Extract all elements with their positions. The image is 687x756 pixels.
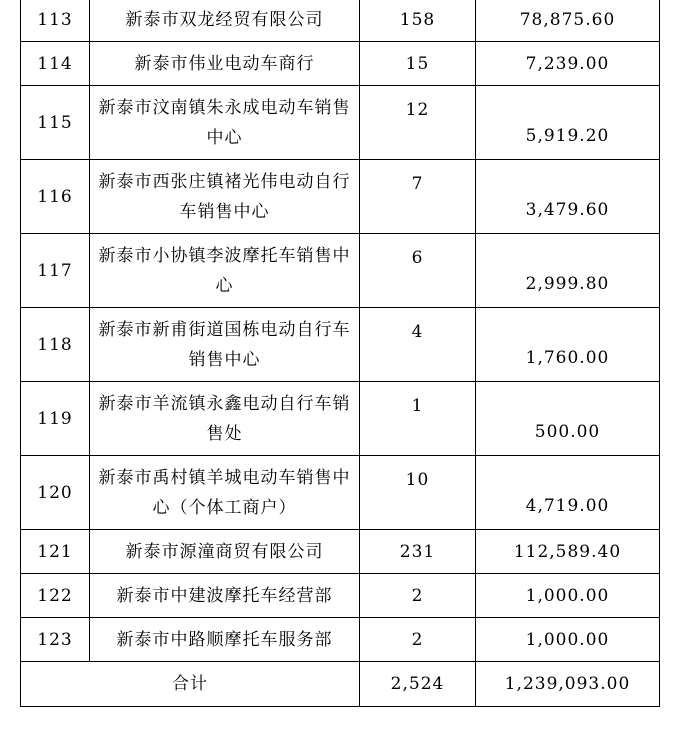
subsidy-amount: 4,719.00 (476, 456, 660, 530)
table-row (21, 530, 660, 574)
company-name: 新泰市中路顺摩托车服务部 (90, 618, 360, 662)
company-name: 新泰市汶南镇朱永成电动车销售中心 (90, 86, 360, 160)
row-number: 115 (21, 86, 90, 160)
company-name: 新泰市新甫街道国栋电动自行车销售中心 (90, 308, 360, 382)
total-count: 2,524 (360, 662, 476, 707)
company-name: 新泰市禹村镇羊城电动车销售中心（个体工商户） (90, 456, 360, 530)
table-row (21, 160, 660, 234)
company-name: 新泰市双龙经贸有限公司 (90, 0, 360, 42)
vehicle-count: 15 (360, 42, 476, 86)
table-row (21, 574, 660, 618)
total-label: 合计 (21, 662, 360, 707)
subsidy-table-container (20, 0, 660, 707)
total-amount: 1,239,093.00 (476, 662, 660, 707)
table-row (21, 42, 660, 86)
row-number: 114 (21, 42, 90, 86)
subsidy-amount: 78,875.60 (476, 0, 660, 42)
row-number: 117 (21, 234, 90, 308)
row-number: 123 (21, 618, 90, 662)
table-row (21, 308, 660, 382)
company-name: 新泰市中建波摩托车经营部 (90, 574, 360, 618)
table-row (21, 456, 660, 530)
row-number: 120 (21, 456, 90, 530)
vehicle-count: 231 (360, 530, 476, 574)
subsidy-table (20, 0, 660, 707)
company-name: 新泰市伟业电动车商行 (90, 42, 360, 86)
subsidy-amount: 2,999.80 (476, 234, 660, 308)
vehicle-count: 4 (360, 308, 476, 382)
vehicle-count: 12 (360, 86, 476, 160)
subsidy-amount: 500.00 (476, 382, 660, 456)
row-number: 116 (21, 160, 90, 234)
table-row (21, 618, 660, 662)
vehicle-count: 2 (360, 618, 476, 662)
subsidy-amount: 5,919.20 (476, 86, 660, 160)
table-row (21, 382, 660, 456)
vehicle-count: 158 (360, 0, 476, 42)
row-number: 122 (21, 574, 90, 618)
company-name: 新泰市羊流镇永鑫电动自行车销售处 (90, 382, 360, 456)
row-number: 121 (21, 530, 90, 574)
vehicle-count: 2 (360, 574, 476, 618)
vehicle-count: 6 (360, 234, 476, 308)
subsidy-amount: 3,479.60 (476, 160, 660, 234)
vehicle-count: 7 (360, 160, 476, 234)
company-name: 新泰市西张庄镇褚光伟电动自行车销售中心 (90, 160, 360, 234)
table-row (21, 234, 660, 308)
subsidy-amount: 112,589.40 (476, 530, 660, 574)
row-number: 113 (21, 0, 90, 42)
total-row (21, 662, 660, 707)
subsidy-amount: 7,239.00 (476, 42, 660, 86)
company-name: 新泰市小协镇李波摩托车销售中心 (90, 234, 360, 308)
subsidy-amount: 1,000.00 (476, 574, 660, 618)
vehicle-count: 10 (360, 456, 476, 530)
vehicle-count: 1 (360, 382, 476, 456)
subsidy-amount: 1,760.00 (476, 308, 660, 382)
table-row (21, 0, 660, 42)
company-name: 新泰市源潼商贸有限公司 (90, 530, 360, 574)
row-number: 119 (21, 382, 90, 456)
table-row (21, 86, 660, 160)
subsidy-amount: 1,000.00 (476, 618, 660, 662)
row-number: 118 (21, 308, 90, 382)
